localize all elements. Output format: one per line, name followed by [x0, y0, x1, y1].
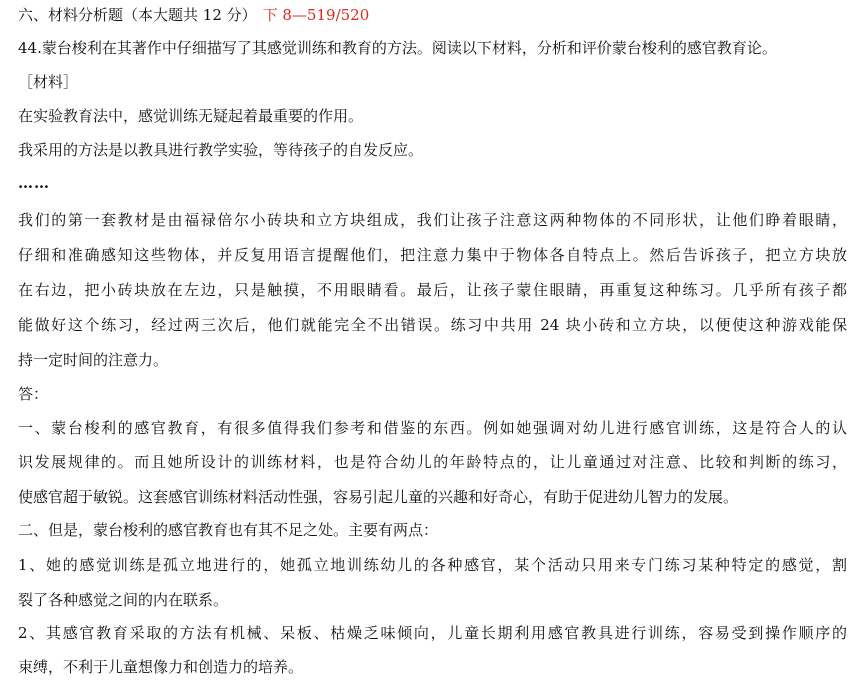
answer-sub2-line: 束缚，不利于儿童想像力和创造力的培养。	[18, 658, 304, 676]
material-line-1: 在实验教育法中，感觉训练无疑起着最重要的作用。	[18, 107, 364, 125]
material-paragraph-line: 我们的第一套教材是由福禄倍尔小砖块和立方块组成，我们让孩子注意这两种物体的不同形状，让他们睁着眼睛，	[18, 211, 847, 229]
material-line-2: 我采用的方法是以教具进行教学实验，等待孩子的自发反应。	[18, 141, 424, 159]
material-ellipsis: ……	[18, 174, 50, 192]
material-paragraph-line: 在右边，把小砖块放在左边，只是触摸，不用眼睛看。最后，让孩子蒙住眼睛，再重复这种练习。几乎所有孩子都	[18, 281, 847, 299]
page-marker: 下 8—519/520	[262, 6, 370, 24]
answer-point1-line: 一、蒙台梭利的感官教育，有很多值得我们参考和借鉴的东西。例如她强调对幼儿进行感官训练，这是符合人的认	[18, 419, 847, 437]
section-heading: 六、材料分析题（本大题共 12 分）	[18, 6, 257, 24]
answer-label: 答：	[18, 385, 49, 403]
answer-point1-line: 识发展规律的。而且她所设计的训练材料，也是符合幼儿的年龄特点的，让儿童通过对注意、比较和判断的练习，	[18, 453, 847, 471]
answer-point2-heading: 二、但是，蒙台梭利的感官教育也有其不足之处。主要有两点：	[18, 521, 439, 539]
answer-point1-line: 使感官超于敏锐。这套感官训练材料活动性强，容易引起儿童的兴趣和好奇心，有助于促进幼儿智力的发展。	[18, 488, 739, 506]
answer-sub2-line: 2、其感官教育采取的方法有机械、呆板、枯燥乏味倾向，儿童长期利用感官教具进行训练，容易受到操作顺序的	[18, 624, 847, 642]
section-heading-line	[18, 4, 847, 26]
material-paragraph-line: 仔细和准确感知这些物体，并反复用语言提醒他们，把注意力集中于物体各自特点上。然后告诉孩子，把立方块放	[18, 246, 847, 264]
answer-sub1-line: 1、她的感觉训练是孤立地进行的，她孤立地训练幼儿的各种感官，某个活动只用来专门练习某种特定的感觉，割	[18, 556, 847, 574]
material-paragraph-line: 能做好这个练习，经过两三次后，他们就能完全不出错误。练习中共用 24 块小砖和立方块，以便使这种游戏能保	[18, 316, 847, 334]
question-text: 44.蒙台梭利在其著作中仔细描写了其感觉训练和教育的方法。阅读以下材料，分析和评价蒙台梭利的感官教育论。	[18, 39, 777, 57]
material-paragraph-line: 持一定时间的注意力。	[18, 351, 169, 369]
material-label: ［材料］	[18, 73, 79, 91]
answer-sub1-line: 裂了各种感觉之间的内在联系。	[18, 591, 229, 609]
